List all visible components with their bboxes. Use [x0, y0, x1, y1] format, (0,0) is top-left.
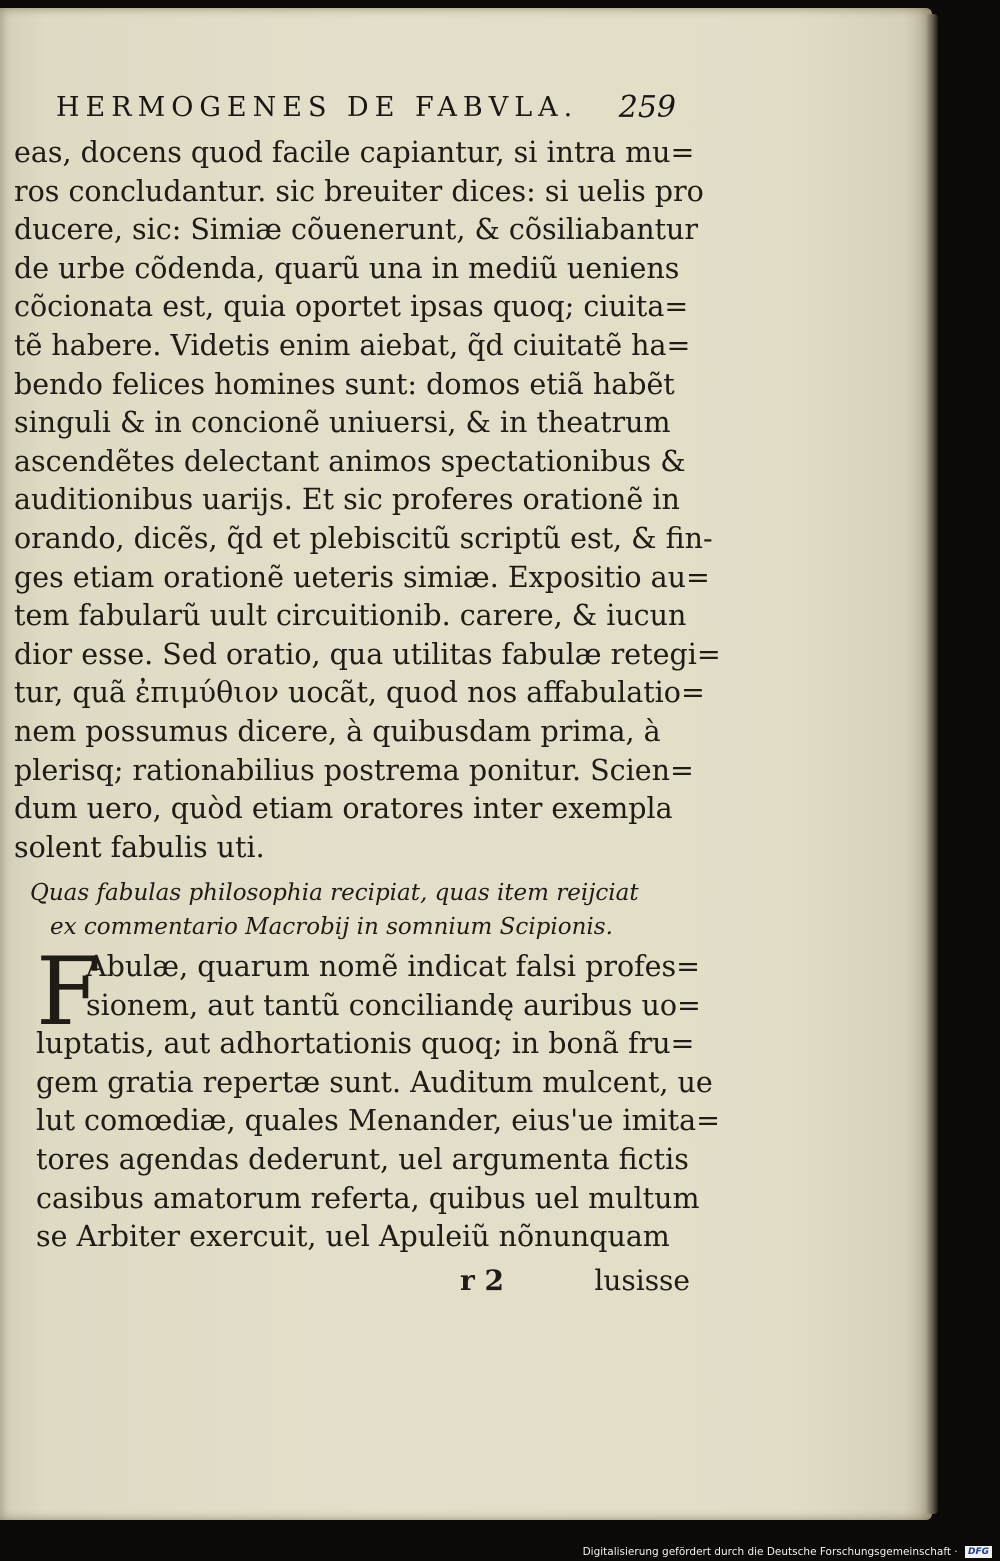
text-line: bendo felices homines sunt: domos etiã habẽt [14, 367, 675, 401]
text-line: Abulæ, quarum nomẽ indicat falsi profes= [86, 950, 701, 983]
signature-catchword-line [450, 1260, 690, 1300]
text-line: se Arbiter exercuit, uel Apuleiũ nõnunquam [36, 1220, 670, 1254]
section-heading-line: ex commentario Macrobij in somnium Scipionis. [50, 914, 613, 940]
running-title: HERMOGENES DE FABVLA. [56, 92, 579, 123]
text-line: ducere, sic: Simiæ cõuenerunt, & cõsiliabantur [14, 213, 699, 247]
page-number: 259 [618, 90, 676, 125]
scan-footer [583, 1546, 992, 1558]
text-line: tur, quã ἐπιμύθιον uocãt, quod nos affabulatio= [14, 676, 705, 710]
text-line: de urbe cõdenda, quarũ una in mediũ ueniens [14, 251, 680, 285]
drop-cap-initial: F [36, 938, 102, 1047]
running-head [56, 92, 676, 132]
text-line: tem fabularũ uult circuitionib. carere, & iucun [14, 599, 687, 633]
scan-footer-text: Digitalisierung gefördert durch die Deutsche Forschungsgemeinschaft · [582, 1546, 958, 1558]
text-line: gem gratia repertæ sunt. Auditum mulcent, ue [36, 1065, 713, 1099]
second-paragraph [36, 938, 720, 1257]
text-line: dum uero, quòd etiam oratores inter exempla [14, 792, 673, 826]
text-line: casibus amatorum referta, quibus uel multum [36, 1181, 700, 1215]
text-line: orando, dicẽs, q̃d et plebiscitũ scriptũ est, & fin- [14, 521, 713, 555]
text-line: plerisq; rationabilius postrema ponitur. Scien= [14, 753, 694, 787]
text-line: ascendẽtes delectant animos spectationibus & [14, 444, 686, 478]
section-heading [30, 876, 670, 944]
text-line: tores agendas dederunt, uel argumenta fictis [36, 1142, 689, 1176]
book-page [0, 8, 932, 1520]
text-line: sionem, aut tantũ conciliandę auribus uo= [86, 988, 701, 1022]
text-line: ros concludantur. sic breuiter dices: si uelis pro [14, 174, 704, 208]
text-line: solent fabulis uti. [14, 830, 265, 864]
text-line: lut comœdiæ, quales Menander, eius'ue imita= [36, 1104, 720, 1138]
section-heading-line: Quas fabulas philosophia recipiat, quas item reijciat [30, 880, 639, 906]
catchword: lusisse [594, 1264, 690, 1297]
page-edge [926, 14, 938, 1514]
text-line: cõcionata est, quia oportet ipsas quoq; ciuita= [14, 290, 689, 324]
text-line: luptatis, aut adhortationis quoq; in bonã fru= [36, 1027, 695, 1061]
text-line: ges etiam orationẽ ueteris simiæ. Expositio au= [14, 560, 710, 594]
dfg-logo-icon: DFG [965, 1546, 992, 1558]
text-line: nem possumus dicere, à quibusdam prima, à [14, 714, 661, 748]
text-line: auditionibus uarijs. Et sic proferes orationẽ in [14, 483, 680, 517]
text-line: tẽ habere. Videtis enim aiebat, q̃d ciuitatẽ ha= [14, 328, 691, 362]
signature-mark: r 2 [460, 1264, 504, 1297]
text-line: eas, docens quod facile capiantur, si intra mu= [14, 136, 695, 169]
main-text-block [14, 134, 721, 867]
text-line: dior esse. Sed oratio, qua utilitas fabulæ retegi= [14, 637, 721, 671]
text-line: singuli & in concionẽ uniuersi, & in theatrum [14, 406, 671, 440]
